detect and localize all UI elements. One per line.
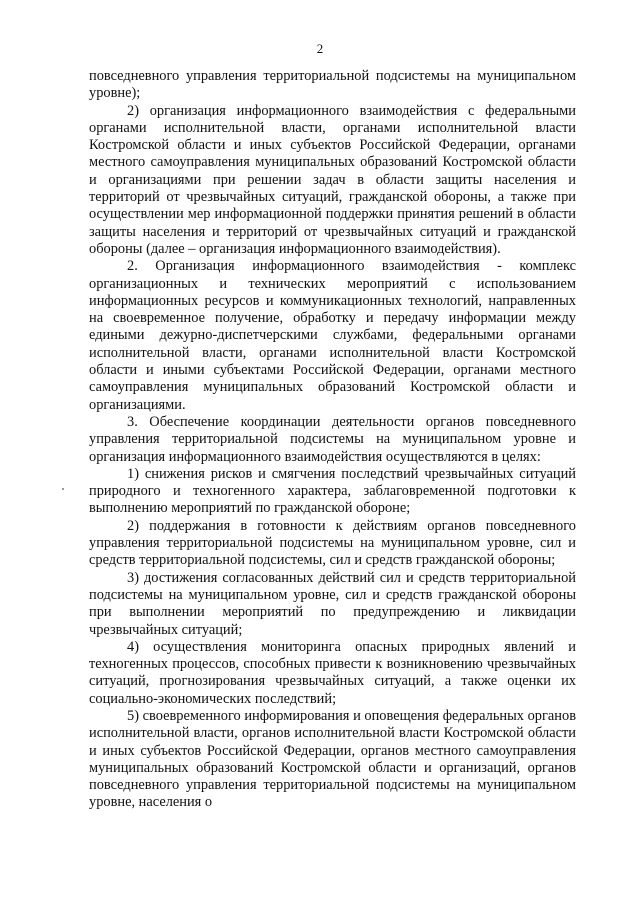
paragraph-goal-3: 3) достижения согласованных действий сил и средств территориальной подсистемы на муниципальном уровне, сил и средств гражданской обороны при выполнении мероприятий по предупреждению и ликвидации чрезвычайных ситуаций;	[89, 569, 576, 638]
paragraph-goal-4: 4) осуществления мониторинга опасных природных явлений и техногенных процессов, способных привести к возникновению чрезвычайных ситуаций, прогнозирования чрезвычайных ситуаций, а также оценки их социально-экономических последствий;	[89, 638, 576, 707]
paragraph-goal-2: 2) поддержания в готовности к действиям органов повседневного управления территориальной подсистемы на муниципальном уровне, сил и средств территориальной подсистемы, сил и средств гражданской обороны;	[89, 517, 576, 569]
paragraph-continuation: повседневного управления территориальной подсистемы на муниципальном уровне);	[89, 68, 576, 102]
paragraph-goal-5: 5) своевременного информирования и оповещения федеральных органов исполнительной власти, органов исполнительной власти Костромской области и иных субъектов Российской Федерации, органов местного самоуправления муниципальных образований Костромской области и организаций, органов повседневного управления территориальной подсистемы на муниципальном уровне, населения о	[89, 707, 576, 811]
document-body	[89, 68, 576, 812]
paragraph-section-2-definition: 2. Организация информационного взаимодействия - комплекс организационных и технических мероприятий с использованием информационных ресурсов и коммуникационных технологий, направленных на своевременное получение, обработку и передачу информации между едиными дежурно-диспетчерскими службами, федеральными органами исполнительной власти, органами исполнительной власти Костромской области и иными субъектами Российской Федерации, органами местного самоуправления муниципальных образований Костромской области и организациями.	[89, 258, 576, 413]
paragraph-item-2-information-interaction: 2) организация информационного взаимодействия с федеральными органами исполнительной власти, органами исполнительной власти Костромской области и иных субъектов Российской Федерации, органами местного самоуправления муниципальных образований Костромской области и организациями при решении задач в области защиты населения и территорий от чрезвычайных ситуаций, гражданской обороны, а также при осуществлении мер информационной поддержки принятия решений в области защиты населения и территорий от чрезвычайных ситуаций и гражданской обороны (далее – организация информационного взаимодействия).	[89, 102, 576, 257]
page-number: 2	[316, 41, 324, 56]
paragraph-goal-1: 1) снижения рисков и смягчения последствий чрезвычайных ситуаций природного и техногенного характера, заблаговременной подготовки к выполнению мероприятий по гражданской обороне;	[89, 465, 576, 517]
scan-mark	[62, 488, 64, 490]
paragraph-section-3-goals-intro: 3. Обеспечение координации деятельности органов повседневного управления территориальной подсистемы на муниципальном уровне и организация информационного взаимодействия осуществляются в целях:	[89, 413, 576, 465]
